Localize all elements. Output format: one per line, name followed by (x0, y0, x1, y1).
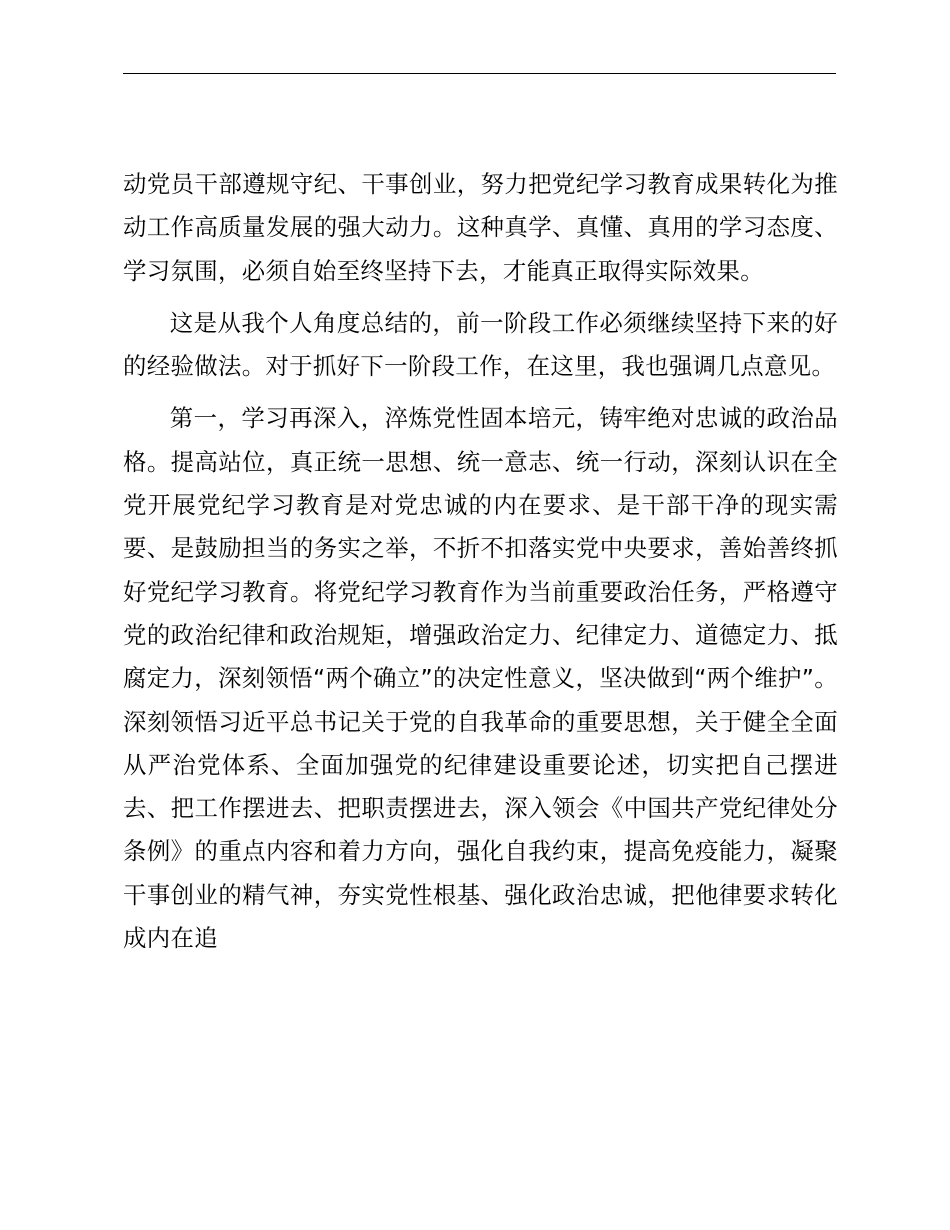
paragraph-3: 第一，学习再深入，淬炼党性固本培元，铸牢绝对忠诚的政治品格。提高站位，真正统一思想、统一意志、统一行动，深刻认识在全党开展党纪学习教育是对党忠诚的内在要求、是干部干净的现实需要、是鼓励担当的务实之举，不折不扣落实党中央要求，善始善终抓好党纪学习教育。将党纪学习教育作为当前重要政治任务，严格遵守党的政治纪律和政治规矩，增强政治定力、纪律定力、道德定力、抵腐定力，深刻领悟“两个确立”的决定性意义，坚决做到“两个维护”。深刻领悟习近平总书记关于党的自我革命的重要思想，关于健全全面从严治党体系、全面加强党的纪律建设重要论述，切实把自己摆进去、把工作摆进去、把职责摆进去，深入领会《中国共产党纪律处分条例》的重点内容和着力方向，强化自我约束，提高免疫能力，凝聚干事创业的精气神，夯实党性根基、强化政治忠诚，把他律要求转化成内在追 (123, 404, 838, 953)
header-rule (123, 73, 836, 74)
document-body (123, 163, 838, 960)
paragraph-2: 这是从我个人角度总结的，前一阶段工作必须继续坚持下来的好的经验做法。对于抓好下一阶段工作，在这里，我也强调几点意见。 (123, 308, 838, 381)
paragraph-1: 动党员干部遵规守纪、干事创业，努力把党纪学习教育成果转化为推动工作高质量发展的强大动力。这种真学、真懂、真用的学习态度、学习氛围，必须自始至终坚持下去，才能真正取得实际效果。 (123, 170, 838, 285)
